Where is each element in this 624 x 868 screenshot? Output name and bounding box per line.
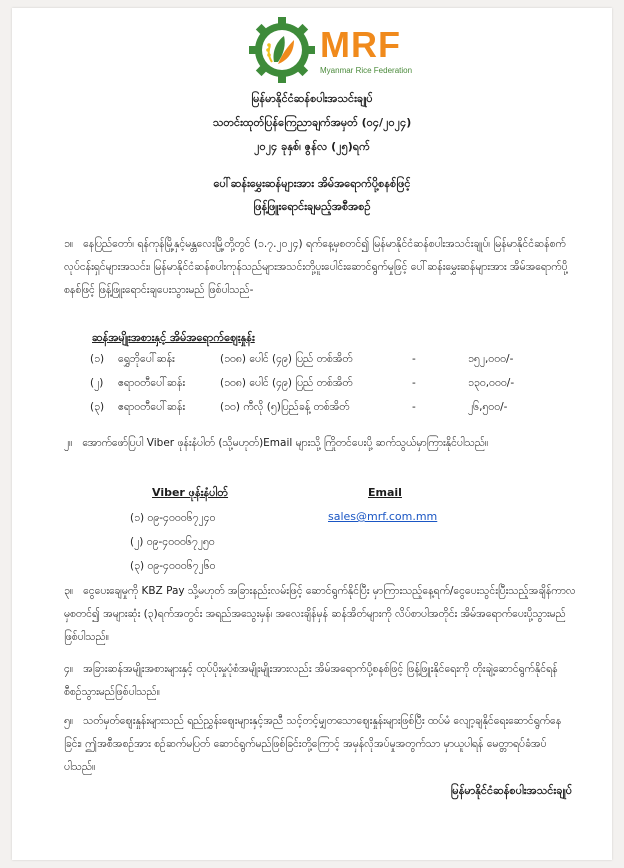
row-number: (၃) — [90, 401, 105, 413]
signature-org: မြန်မာနိုင်ငံဆန်စပါးအသင်းချုပ် — [450, 784, 572, 797]
email-header: Email — [368, 486, 402, 499]
row-dash: - — [412, 377, 416, 389]
paragraph-number: ၄။ — [64, 663, 74, 675]
paragraph-2 — [64, 432, 576, 455]
rice-name: ရွှေဘိုပေါ်ဆန်း — [118, 353, 175, 365]
email-link[interactable]: sales@mrf.com.mm — [328, 510, 438, 523]
price-heading: ဆန်အမျိုးအစားနှင့် အိမ်အရောက်ဈေးနှုန်း — [92, 331, 255, 344]
title-line-2: ဖြန့်ဖြူးရောင်းချမည့်အစီအစဉ် — [253, 200, 371, 213]
rice-price: ၁၃၀,၀၀၀/- — [468, 377, 515, 389]
paragraph-text: အောက်ဖော်ပြပါ Viber ဖုန်းနံပါတ် (သို့မဟုတ်)Email များသို့ ကြိုတင်ပေးပို့ ဆက်သွယ်မှာကြားနိုင်ပါသည်။ — [82, 437, 489, 449]
rice-name: ဧရာဝတီပေါ်ဆန်း — [118, 377, 186, 389]
notice-date: ၂၀၂၄ ခုနှစ်၊ ဇွန်လ (၂၅)ရက် — [254, 140, 370, 153]
paragraph-number: ၁။ — [64, 238, 74, 250]
row-dash: - — [412, 353, 416, 365]
logo-brand: MRF — [320, 24, 401, 65]
rice-price: ၂၆,၅၀၀/- — [468, 401, 508, 413]
paragraph-text: သတ်မှတ်ဈေးနှုန်းများသည် ရည်ညွှန်းဈေးများနှင့်အညီ သင့်တင့်မျှတသောဈေးနှုန်းများဖြစ်ပြီး ထပ်မံ လျော့ချနိုင်ရေးဆောင်ရွက်နေခြင်း၊ ဤအစီအစဉ်အား စဉ်ဆက်မပြတ် ဆောင်ရွက်မည်ဖြစ်ခြင်းတို့ကြောင့် အမှန်လိုအပ်မှုအတွက်သာ မှာယူပါရန် မေတ္တာရပ်ခံအပ်ပါသည်။ — [64, 715, 562, 773]
paragraph-number: ၂။ — [64, 437, 73, 449]
mrf-logo — [248, 16, 428, 84]
viber-header: Viber ဖုန်းနံပါတ် — [152, 486, 229, 499]
document-page — [12, 8, 612, 860]
rice-price: ၁၅၂,၀၀၀/- — [468, 353, 514, 365]
rice-name: ဧရာဝတီပေါ်ဆန်း — [118, 401, 186, 413]
rice-spec: (၁၀) ကီလို (၅)ပြည်ခန့် တစ်အိတ် — [220, 401, 350, 413]
paragraph-number: ၅။ — [64, 715, 74, 727]
notice-number: သတင်းထုတ်ပြန်ကြေညာချက်အမှတ် (၀၄/၂၀၂၄) — [212, 116, 412, 129]
paragraph-4 — [64, 658, 576, 704]
rice-spec: (၁၀၈) ပေါင် (၄၉) ပြည် တစ်အိတ် — [220, 377, 353, 389]
paragraph-3 — [64, 580, 576, 649]
rice-spec: (၁၀၈) ပေါင် (၄၉) ပြည် တစ်အိတ် — [220, 353, 353, 365]
paragraph-1 — [64, 233, 576, 302]
viber-phone-3: (၃) ၀၉-၄၀၀၀၆၇၂၆၀ — [130, 560, 216, 572]
paragraph-number: ၃။ — [64, 585, 74, 597]
rice-gear-icon — [248, 16, 316, 84]
paragraph-text: အခြားဆန်အမျိုးအစားများနှင့် ထုပ်ပိုးမှုပုံစံအမျိုးမျိုးအားလည်း အိမ်အရောက်ပို့စနစ်ဖြင့် ဖြန့်ဖြူးနိုင်ရေးကို တိုးချဲ့ဆောင်ရွက်နိုင်ရန် စီစဉ်သွားမည်ဖြစ်ပါသည်။ — [64, 663, 558, 698]
logo-subtitle: Myanmar Rice Federation — [320, 66, 413, 75]
paragraph-text: နေပြည်တော်၊ ရန်ကုန်မြို့နှင့်မန္တလေးမြို့တို့တွင် (၁.၇.၂၀၂၄) ရက်နေ့မှစတင်၍ မြန်မာနိုင်ငံဆန်စပါးအသင်းချုပ်၊ မြန်မာနိုင်ငံဆန်စက်လုပ်ငန်းရှင်များအသင်း၊ မြန်မာနိုင်ငံဆန်စပါးကုန်သည်များအသင်းတို့ပူးပေါင်းဆောင်ရွက်မှုဖြင့် ပေါ်ဆန်းမွှေးဆန်များအား အိမ်အရောက်ပို့စနစ်ဖြင့် ဖြန့်ဖြူးရောင်းချပေးသွားမည် ဖြစ်ပါသည်- — [64, 238, 568, 296]
row-number: (၁) — [90, 353, 105, 365]
paragraph-text: ငွေပေးချေမှုကို KBZ Pay သို့မဟုတ် အခြားနည်းလမ်းဖြင့် ဆောင်ရွက်နိုင်ပြီး မှာကြားသည့်နေ့ရက်/ငွေပေးသွင်းပြီးသည့်အချိန်ကာလမှစတင်၍ အများဆုံး (၃)ရက်အတွင်း အရည်အသွေးမှန်၊ အလေးချိန်မှန် ဆန်အိတ်များကို လိပ်စာပါအတိုင်း အိမ်အရောက်ပေးပို့သွားမည် ဖြစ်ပါသည်။ — [64, 585, 576, 643]
row-dash: - — [412, 401, 416, 413]
row-number: (၂) — [90, 377, 104, 389]
org-name: မြန်မာနိုင်ငံဆန်စပါးအသင်းချုပ် — [251, 92, 373, 105]
title-line-1: ပေါ်ဆန်းမွှေးဆန်များအား အိမ်အရောက်ပို့စနစ်ဖြင့် — [213, 177, 411, 190]
paragraph-5 — [64, 710, 576, 779]
viber-phone-2: (၂) ၀၉-၄၀၀၀၆၇၂၅၀ — [130, 536, 215, 548]
viber-phone-1: (၁) ၀၉-၄၀၀၀၆၇၂၄၀ — [130, 512, 216, 524]
